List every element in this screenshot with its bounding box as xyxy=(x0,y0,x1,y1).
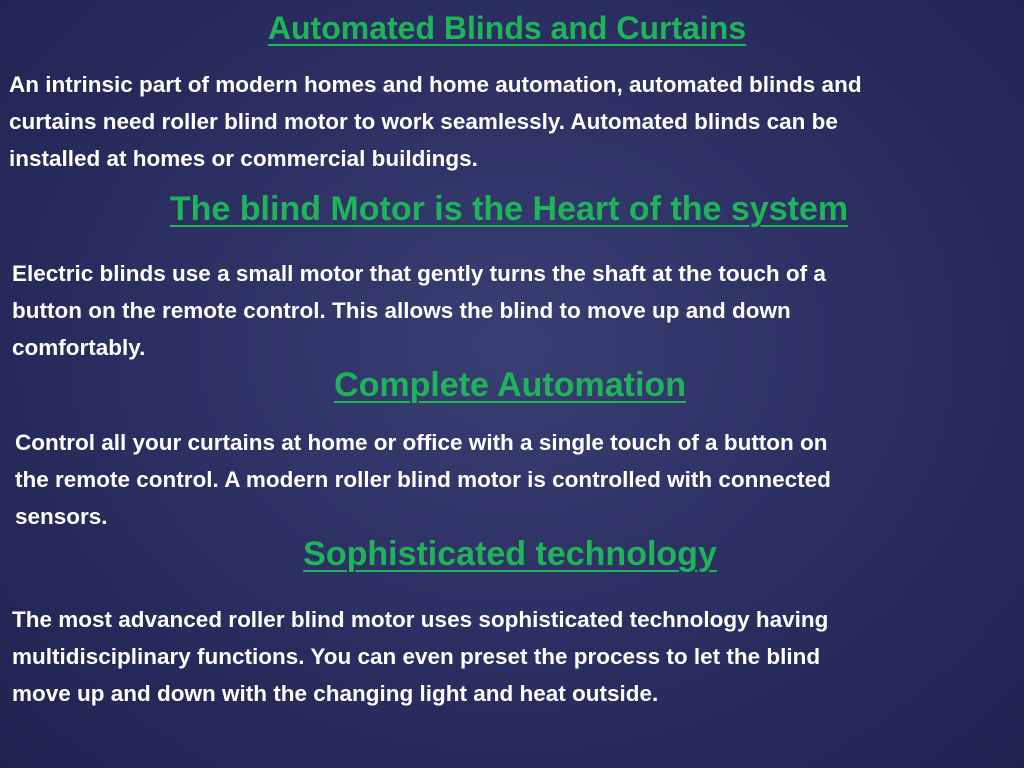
paragraph-line: Control all your curtains at home or office with a single touch of a button on xyxy=(15,430,828,455)
intro-line: installed at homes or commercial buildings. xyxy=(9,146,478,171)
intro-line: An intrinsic part of modern homes and home automation, automated blinds and xyxy=(9,72,862,97)
paragraph-line: multidisciplinary functions. You can even preset the process to let the blind xyxy=(12,644,821,669)
paragraph-line: move up and down with the changing light and heat outside. xyxy=(12,681,659,706)
paragraph-line: comfortably. xyxy=(12,335,146,360)
section-paragraph-sophisticated-technology xyxy=(12,601,828,712)
section-paragraph-complete-automation xyxy=(15,424,831,535)
paragraph-line: The most advanced roller blind motor uses sophisticated technology having xyxy=(12,607,829,632)
section-heading-blind-motor: The blind Motor is the Heart of the system xyxy=(169,190,849,228)
intro-paragraph xyxy=(9,66,862,177)
paragraph-line: Electric blinds use a small motor that gently turns the shaft at the touch of a xyxy=(12,261,826,286)
paragraph-line: sensors. xyxy=(15,504,108,529)
section-heading-complete-automation: Complete Automation xyxy=(334,366,686,404)
section-heading-sophisticated-technology: Sophisticated technology xyxy=(303,535,717,573)
paragraph-line: the remote control. A modern roller blind motor is controlled with connected xyxy=(15,467,831,492)
section-paragraph-blind-motor xyxy=(12,255,826,366)
intro-line: curtains need roller blind motor to work seamlessly. Automated blinds can be xyxy=(9,109,838,134)
paragraph-line: button on the remote control. This allows the blind to move up and down xyxy=(12,298,791,323)
slide-title: Automated Blinds and Curtains xyxy=(267,10,747,46)
